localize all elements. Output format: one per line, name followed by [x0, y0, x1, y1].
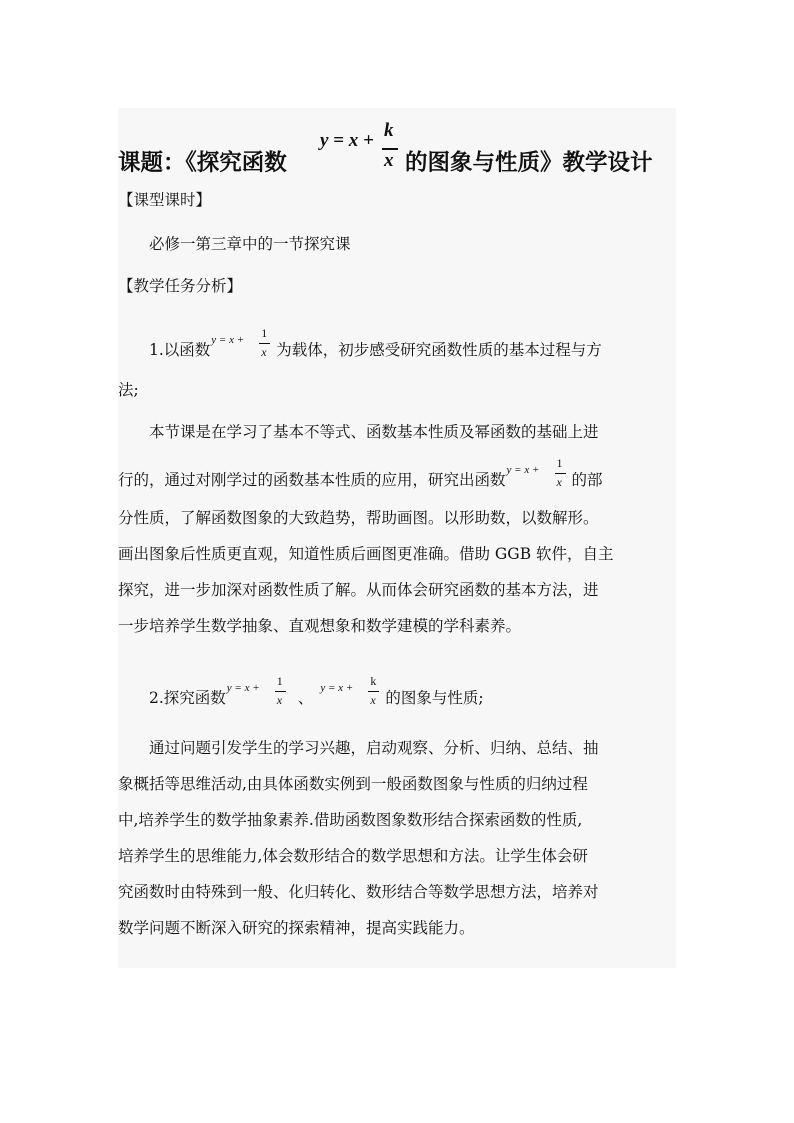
item2-after: 的图象与性质; — [385, 689, 484, 707]
para1-line2 — [118, 456, 603, 494]
para1-formula — [506, 456, 571, 494]
formula-lhs: y = x + — [320, 682, 354, 694]
para2-line5: 究函数时由特殊到一般、化归转化、数形结合等数学思想方法，培养对 — [118, 883, 599, 901]
title-formula — [318, 120, 408, 176]
para1-line2-after: 的部 — [571, 471, 603, 489]
item1-line — [149, 326, 602, 364]
para1-line5: 探究，进一步加深对函数性质了解。从而体会研究函数的基本方法，进 — [118, 581, 599, 599]
formula-denominator: x — [556, 475, 562, 489]
title-formula-denominator: x — [384, 150, 394, 171]
item2-line — [149, 674, 484, 712]
formula-lhs: y = x + — [226, 682, 260, 694]
formula-numerator: 1 — [261, 326, 268, 340]
item2-before: 2.探究函数 — [149, 689, 226, 707]
lesson-type-text: 必修一第三章中的一节探究课 — [149, 235, 351, 253]
item1-before: 1.以函数 — [149, 341, 211, 359]
para1-line2-before: 行的，通过对刚学过的函数基本性质的应用，研究出函数 — [118, 471, 506, 489]
title-formula-numerator: k — [384, 120, 394, 141]
para2-line3: 中,培养学生的数学抽象素养.借助函数图象数形结合探索函数的性质, — [118, 811, 583, 829]
para1-line3: 分性质，了解函数图象的大致趋势，帮助画图。以形助数，以数解形。 — [118, 509, 599, 527]
title-suffix: 的图象与性质》教学设计 — [405, 150, 653, 176]
item1-after: 为载体，初步感受研究函数性质的基本过程与方 — [276, 341, 602, 359]
para2-line1: 通过问题引发学生的学习兴趣，启动观察、分析、归纳、总结、抽 — [149, 739, 599, 757]
para2-line6: 数学问题不断深入研究的探索精神，提高实践能力。 — [118, 919, 475, 937]
lesson-type-heading: 【课型课时】 — [118, 191, 212, 209]
item1-formula — [211, 326, 275, 364]
fraction-bar — [555, 473, 566, 474]
item1-line2: 法; — [118, 381, 139, 399]
formula-lhs: y = x + — [506, 464, 540, 476]
formula-numerator: 1 — [556, 456, 563, 470]
title-prefix: 课题：《探究函数 — [118, 150, 287, 176]
task-analysis-heading: 【教学任务分析】 — [118, 277, 243, 295]
formula-numerator: 1 — [276, 674, 283, 688]
title-formula-lhs: y = x + — [320, 130, 374, 151]
item2-formula1 — [226, 674, 291, 712]
fraction-bar — [275, 691, 286, 692]
document-page — [118, 108, 676, 968]
formula-denominator: x — [276, 693, 283, 707]
formula-denominator: x — [370, 693, 376, 707]
fraction-bar — [259, 343, 270, 344]
para2-line2: 象概括等思维活动,由具体函数实例到一般函数图象与性质的归纳过程 — [118, 775, 588, 793]
para1-line4: 画出图象后性质更直观，知道性质后画图更准确。借助 GGB 软件，自主 — [118, 545, 614, 563]
para1-line1: 本节课是在学习了基本不等式、函数基本性质及幂函数的基础上进 — [149, 423, 599, 441]
formula-lhs: y = x + — [211, 334, 245, 346]
item2-formula2 — [320, 674, 384, 712]
formula-denominator: x — [261, 345, 267, 359]
para1-line6: 一步培养学生数学抽象、直观想象和数学建模的学科素养。 — [118, 617, 522, 635]
para2-line4: 培养学生的思维能力,体会数形结合的数学思想和方法。让学生体会研 — [118, 847, 588, 865]
item2-separator: 、 — [297, 689, 314, 707]
fraction-bar — [368, 691, 379, 692]
formula-numerator: k — [370, 674, 377, 688]
document-title — [118, 120, 678, 178]
